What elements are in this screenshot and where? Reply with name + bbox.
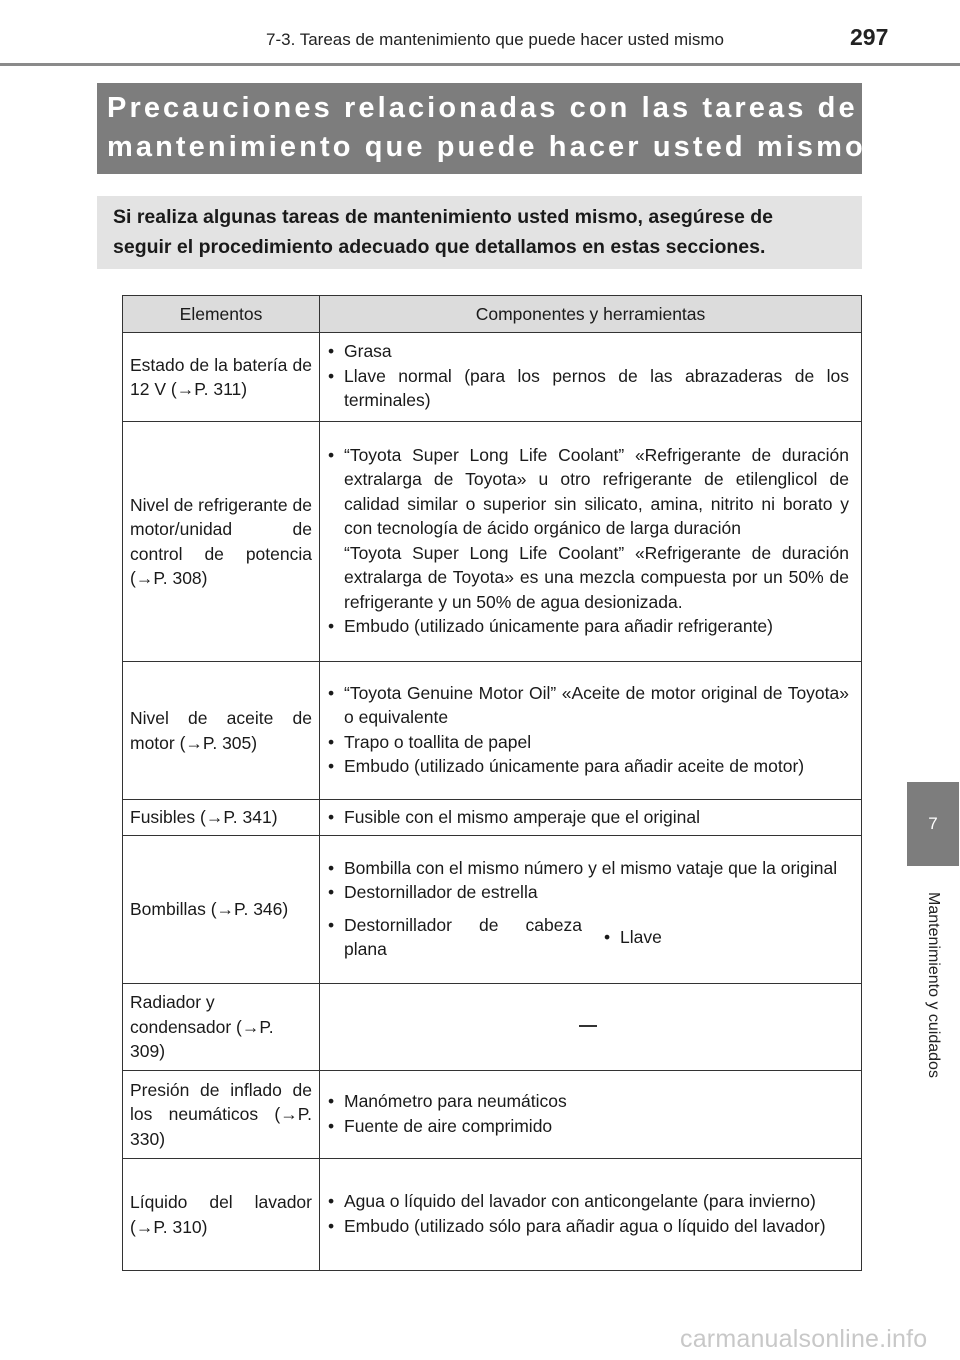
- table-row: [123, 662, 862, 800]
- split-items: [326, 913, 849, 962]
- list-item: [326, 880, 849, 905]
- element-cell: Líquido del lavador (→P. 310): [123, 1159, 320, 1271]
- item-text: Destornillador de estrella: [344, 882, 538, 902]
- bullet-icon: •: [604, 926, 611, 947]
- components-cell: [320, 984, 862, 1071]
- chapter-tab[interactable]: 7: [907, 782, 959, 866]
- list-item: [326, 754, 849, 779]
- list-item: [326, 614, 849, 639]
- components-cell: [320, 1071, 862, 1159]
- components-cell: [320, 333, 862, 422]
- header-elements: Elementos: [123, 296, 320, 333]
- split-right: [582, 925, 662, 950]
- element-cell: Bombillas (→P. 346): [123, 836, 320, 984]
- header-rule: [0, 63, 960, 66]
- bullet-icon: •: [328, 756, 335, 776]
- table-row: [123, 1159, 862, 1271]
- table-header-row: [123, 296, 862, 333]
- components-cell: [320, 800, 862, 836]
- components-cell: [320, 662, 862, 800]
- list-item: [326, 1114, 849, 1139]
- item-text: Llave normal (para los pernos de las abrazaderas de los terminales): [344, 365, 849, 411]
- title-line-2: mantenimiento que puede hacer usted mismo: [107, 131, 866, 163]
- element-cell: Presión de inflado de los neumáticos (→P. 330): [123, 1071, 320, 1159]
- element-cell: Radiador y condensador (→P. 309): [123, 984, 320, 1071]
- item-text: Llave: [620, 926, 662, 947]
- parts-table: [122, 295, 862, 1271]
- bullet-icon: •: [328, 444, 335, 465]
- item-text: Embudo (utilizado únicamente para añadir refrigerante): [344, 616, 773, 636]
- bullet-icon: •: [328, 1115, 335, 1136]
- list-item: [326, 1189, 849, 1214]
- intro-line-2: seguir el procedimiento adecuado que detallamos en estas secciones.: [113, 236, 766, 258]
- list-item: [326, 1214, 849, 1239]
- bullet-icon: •: [328, 914, 335, 935]
- bullet-icon: •: [328, 731, 335, 752]
- components-list: [326, 856, 849, 905]
- list-item: [326, 856, 849, 881]
- split-left: [326, 913, 582, 962]
- item-text: Embudo (utilizado sólo para añadir agua o líquido del lavador): [344, 1215, 826, 1236]
- bullet-icon: •: [328, 1215, 335, 1236]
- bullet-icon: •: [328, 365, 335, 386]
- components-list: [326, 681, 849, 779]
- components-list: [326, 805, 849, 830]
- running-header: 7-3. Tareas de mantenimiento que puede hacer usted mismo: [266, 30, 725, 49]
- table-row: [123, 984, 862, 1071]
- list-item: [326, 443, 849, 615]
- element-cell: Estado de la batería de 12 V (→P. 311): [123, 333, 320, 422]
- list-item: [326, 913, 582, 962]
- item-text: Fusible con el mismo amperaje que el original: [344, 807, 701, 828]
- title-line-1: Precauciones relacionadas con las tareas de: [107, 92, 858, 124]
- components-list: [326, 913, 582, 962]
- item-text: “Toyota Genuine Motor Oil” «Aceite de motor original de Toyota» o equivalente: [344, 682, 849, 727]
- item-text: Manómetro para neumáticos: [344, 1091, 567, 1111]
- intro-line-1: Si realiza algunas tareas de mantenimiento usted mismo, asegúrese de: [113, 206, 773, 228]
- item-text: Bombilla con el mismo número y el mismo vataje que la original: [344, 857, 838, 878]
- watermark: carmanualsonline.info: [680, 1325, 928, 1353]
- components-list: [326, 339, 849, 413]
- list-item: [326, 730, 849, 755]
- item-text: Fuente de aire comprimido: [344, 1115, 553, 1136]
- header-components: Componentes y herramientas: [320, 296, 862, 333]
- section-title: [97, 83, 866, 174]
- list-item: [326, 805, 849, 830]
- item-text: Destornillador de cabeza plana: [344, 914, 582, 959]
- list-item: [326, 1089, 849, 1114]
- item-text: Trapo o toallita de papel: [344, 731, 532, 752]
- item-note: “Toyota Super Long Life Coolant” «Refrigerante de duración extralarga de Toyota» es una mezcla compuesta por un 50% de refrigerante y un 50% de agua desionizada.: [344, 542, 849, 612]
- components-cell: [320, 1159, 862, 1271]
- bullet-icon: •: [328, 857, 335, 878]
- intro-box: [97, 196, 862, 269]
- bullet-icon: •: [328, 616, 335, 636]
- list-item: [326, 364, 849, 413]
- table-row: [123, 1071, 862, 1159]
- empty-dash: [579, 1025, 597, 1027]
- element-cell: Fusibles (→P. 341): [123, 800, 320, 836]
- list-item: [326, 339, 849, 364]
- bullet-icon: •: [328, 882, 335, 902]
- bullet-icon: •: [328, 1091, 335, 1111]
- bullet-icon: •: [328, 807, 335, 828]
- components-list: [602, 925, 662, 950]
- table-row: [123, 422, 862, 662]
- table-row: [123, 333, 862, 422]
- bullet-icon: •: [328, 682, 335, 703]
- components-cell: [320, 422, 862, 662]
- chapter-label: Mantenimiento y cuidados: [925, 892, 942, 1078]
- element-cell: Nivel de refrigerante de motor/unidad de control de potencia (→P. 308): [123, 422, 320, 662]
- item-text: “Toyota Super Long Life Coolant” «Refrigerante de duración extralarga de Toyota» u otro refrigerante de etilenglicol de calidad similar o superior sin silicato, amina, nitrito ni borato y con tecnología de ácido orgánico de larga duración: [344, 444, 849, 538]
- item-text: Agua o líquido del lavador con anticongelante (para invierno): [344, 1191, 816, 1211]
- item-text: Grasa: [344, 341, 392, 362]
- list-item: [602, 925, 662, 950]
- components-list: [326, 1089, 849, 1138]
- list-item: [326, 681, 849, 730]
- components-list: [326, 1189, 849, 1238]
- table-row: [123, 836, 862, 984]
- element-cell: Nivel de aceite de motor (→P. 305): [123, 662, 320, 800]
- page-number: 297: [850, 24, 889, 50]
- components-cell: [320, 836, 862, 984]
- bullet-icon: •: [328, 341, 335, 362]
- table-row: [123, 800, 862, 836]
- bullet-icon: •: [328, 1191, 335, 1211]
- components-list: [326, 443, 849, 639]
- item-text: Embudo (utilizado únicamente para añadir aceite de motor): [344, 756, 805, 776]
